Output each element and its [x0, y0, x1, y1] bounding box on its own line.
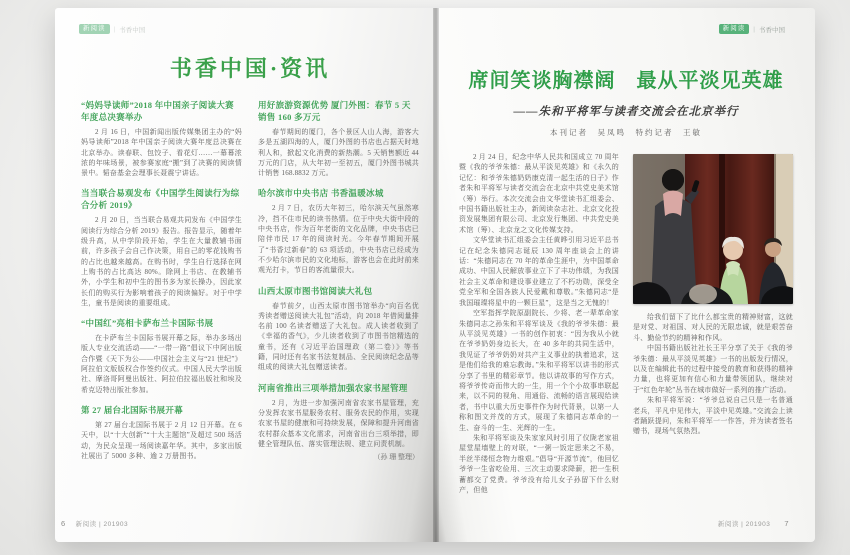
- runhead-separator: |: [753, 25, 755, 33]
- article: [81, 187, 242, 308]
- article-heading: 河南省推出三项举措加强农家书屋管理: [258, 382, 408, 393]
- left-section-label: 书香中国: [119, 26, 146, 34]
- article-heading: 山西太原市图书馆阅读大礼包: [258, 285, 373, 296]
- left-page-column-2: [258, 99, 419, 471]
- left-page-columns: [81, 99, 419, 471]
- right-page-columns: [459, 152, 793, 495]
- article-paragraph: 朱和平将军谈及朱家家风时引用了仪陇老家祖屋堂屋墙壁上的对联，“一粥一饭定思来之不易，半丝半缕恒念物力维艰。”倡导“开源节流”，他回忆爷爷一生省吃俭用、三次主动要求降薪，把一生积蓄都交了党费。爷爷没有给儿女子孙留下什么财产，但他: [459, 433, 619, 494]
- article: [258, 99, 419, 178]
- article-body: 春节期间的厦门，各个景区人山人海，游客大多是五湖四海的人，厦门外图的书店也占据天时地利人和，掀起文化消费的新热潮。5 天销售额近 44 万元的门店，从大年初一至初五，厦门外图书城共计销售 168.8832 万元。: [258, 128, 419, 178]
- article: [258, 187, 419, 275]
- left-page-number: 6: [61, 519, 66, 528]
- runhead-separator: |: [113, 25, 116, 33]
- article: [258, 285, 419, 373]
- left-page: [55, 8, 435, 542]
- magazine-logo-badge: 新阅读: [79, 24, 110, 34]
- article-heading: 用好旅游资源优势 厦门外图：春节 5 天 销售 160 多万元: [258, 100, 411, 122]
- article-heading: “妈妈导读师”2018 年中国亲子阅读大赛年度总决赛举办: [81, 100, 234, 122]
- article: [81, 404, 242, 461]
- left-running-head: [79, 24, 145, 34]
- article-body: 在卡萨布兰卡国际书展开幕之际，举办多场出版人专业交流活动——“一带一路”倡议下中阿出版合作暨《天下为公——中国社会主义与“21 世纪”》阿拉伯文版版权合作签约仪式。中国人民大学出版社、摩洛哥阿曼出版社、阿拉伯拉福出版社和埃及希克迈特出版社参加。: [81, 334, 242, 394]
- article-paragraph: 2 月 24 日，纪念中华人民共和国成立 70 周年暨《我的爷爷朱德：最从平淡见英雄》和《永久的记忆：和爷爷朱德奶奶康克清一起生活的日子》作者朱和平将军与读者交流会在北京中共党史美术馆（筹）举行。本次交流会由文华堂读书汇组委会、中国书籍出版社主办，新阅读杂志社、北京文化投资发展集团有限公司、北京发行集团、中共党史美术馆（筹）、北京龙之文化传媒支持。: [459, 153, 619, 234]
- article-heading: “中国红”亮相卡萨布兰卡国际书展: [81, 318, 214, 329]
- book-spread: [55, 8, 815, 542]
- event-photo: [633, 154, 793, 304]
- article: [81, 99, 242, 178]
- article-heading: 第 27 届台北国际书展开幕: [81, 404, 183, 415]
- left-footer-text: 新阅读 | 201903: [75, 521, 129, 528]
- right-page-column-2: [633, 152, 793, 495]
- right-page-folio: [718, 519, 789, 528]
- left-page-folio: [61, 519, 128, 528]
- article-body: 春节前夕，山西太原市图书馆举办“向百名优秀读者赠送阅读大礼包”活动，向 2018 年借阅量排名前 100 名读者赠送了大礼包。成人读者收到了《幸福的香气》，少儿读者收到了市图书馆精选的童书，还有《习近平治国理政（第二卷）》等书籍，同时还有名家书法复制品、全民阅读纪念品等组成的阅读大礼包赠送读者。: [258, 301, 419, 372]
- magazine-logo-badge: 新阅读: [719, 24, 750, 34]
- right-page-number: 7: [784, 519, 789, 528]
- left-page-title: 书香中国·资讯: [169, 56, 331, 81]
- article-body: 2 月，为进一步加强河南省农家书屋管理，充分发挥农家书屋服务农村、服务农民的作用，实现农家书屋的健康和可持续发展，保障和提升河南省农村群众基本文化需求，河南省出台三项举措，即健全管理队伍、落实管理法规、建立问责机制。: [258, 398, 419, 448]
- article-body: 2 月 16 日，中国新闻出版传媒集团主办的“妈妈导读师”2018 年中国亲子阅读大赛年度总决赛在北京举办。读春联、包饺子、看花灯……一幕幕浓浓的年味场景，被参赛家庭“搬”到了决赛的阅读情景中。韬奋基金会理事长聂震宁讲话。: [81, 128, 242, 178]
- article-paragraph: 文华堂读书汇组委会主任黄晔引用习近平总书记在纪念朱德同志诞辰 130 周年座谈会上的讲话：“朱德同志在 70 年的革命生涯中，为中国革命成功、中国人民解放事业立下了丰功伟绩，为我国社会主义革命和建设事业建立了不朽功勋，深受全党全军和全国各族人民爱戴和尊敬。”朱德同志“是我国璀璨将星中的一颗巨星”，这是当之无愧的！: [459, 236, 619, 307]
- left-page-column-1: [81, 99, 242, 471]
- article-body: 2 月 7 日，农历大年初三，哈尔滨天气虽然寒冷，挡不住市民的读书热情。位于中央大街中段的中央书店，作为百年老街的文化品牌，中央书店已陪伴市民 17 年的阅读时光。今年春节期间开展了“书香过新春”的 63 项活动，中央书店已经成为不少哈尔滨市民的文化地标，游客也会在此时前来观光打卡，节日的客流量很大。: [258, 204, 419, 275]
- article-paragraph: 朱和平将军说：“爷爷总说自己只是一名普通老兵，平凡中见伟大，平淡中见英雄。”交流会上读者踊跃提问，朱和平将军一一作答，并为读者签名赠书，现场气氛热烈。: [633, 396, 793, 436]
- article-paragraph: 给我们留下了比什么都宝贵的精神财富，这就是对党、对祖国、对人民的无限忠诚，就是艰苦奋斗、勤俭节约的精神和作风。: [633, 313, 793, 342]
- article: [81, 317, 242, 395]
- editor-credit: （孙 珊 整理）: [373, 453, 419, 462]
- article: [258, 382, 419, 462]
- right-footer-text: 新阅读 | 201903: [717, 521, 771, 528]
- right-page: [435, 8, 815, 542]
- right-page-subtitle: ——朱和平将军与读者交流会在北京举行: [513, 106, 739, 118]
- right-running-head: [719, 24, 785, 34]
- article-body: 第 27 届台北国际书展于 2 月 12 日开幕。在 6 天中，以“十大创新”“十大主题馆”及超过 500 场活动，为民众呈现一场阅读嘉年华。其中，多家出版社展出了 5000 多种、逾 2 万册图书。: [81, 420, 242, 460]
- article-paragraph: 中国书籍出版社社长王平分享了关于《我的爷爷朱德：最从平淡见英雄》一书的出版发行情况，以及在编辑此书的过程中接受的教育和获得的精神力量，也将更加有信心和力量带领团队，继续对于“红色年轮”丛书在城市做好一系列的推广活动。: [633, 344, 793, 394]
- article-heading: 当当联合易观发布《中国学生阅读行为综合分析 2019》: [81, 188, 240, 211]
- right-page-column-1: [459, 152, 619, 495]
- article-paragraph: 空军指挥学院原副院长、少将、老一辈革命家朱德同志之孙朱和平将军谈及《我的爷爷朱德：最从平淡见英雄》一书的创作初衷：“因为我从小就在爷爷奶奶身边长大，在 40 多年的共同生活中，我见证了爷爷奶奶对共产主义事业的执着追求，这是他们给我的难忘教诲。”朱和平将军以讲书的形式分享了书里的精彩章节。他以讲故事的写作方式，将爷爷传奇而伟大的一生，用一个个小故事串联起来，以不同的视角、用通俗、流畅的语言展现给读者，书中以重大历史事件作为时代背景，以第一人称和图文并茂的方式，展现了朱德同志革命的一生、奋斗的一生、光辉的一生。: [459, 309, 619, 432]
- right-page-title: 席间笑谈胸襟阔 最从平淡见英雄: [468, 70, 784, 92]
- article-heading: 哈尔滨市中央书店 书香温暖冰城: [258, 188, 384, 199]
- right-page-byline: 本刊记者 吴凤鸣 特约记者 王敏: [550, 128, 702, 137]
- right-section-label: 书香中国: [759, 26, 785, 34]
- article-body: 2 月 20 日，当当联合易观共同发布《中国学生阅读行为综合分析 2019》报告。报告显示，随着年级升高，从中学阶段开始，学生在大量教辅书面前，许多孩子会自己作决策，用自己的零花钱购书的占比也越来越高。在购书时，学生自行选择在网上购书的占比高达 80%。除网上书店、在教辅书外，小学生和初中生的图书多为家长操办，因此家长们的购买行为影响着孩子的阅读偏好。对于中学生，童书是阅读的重要组成。: [81, 216, 242, 307]
